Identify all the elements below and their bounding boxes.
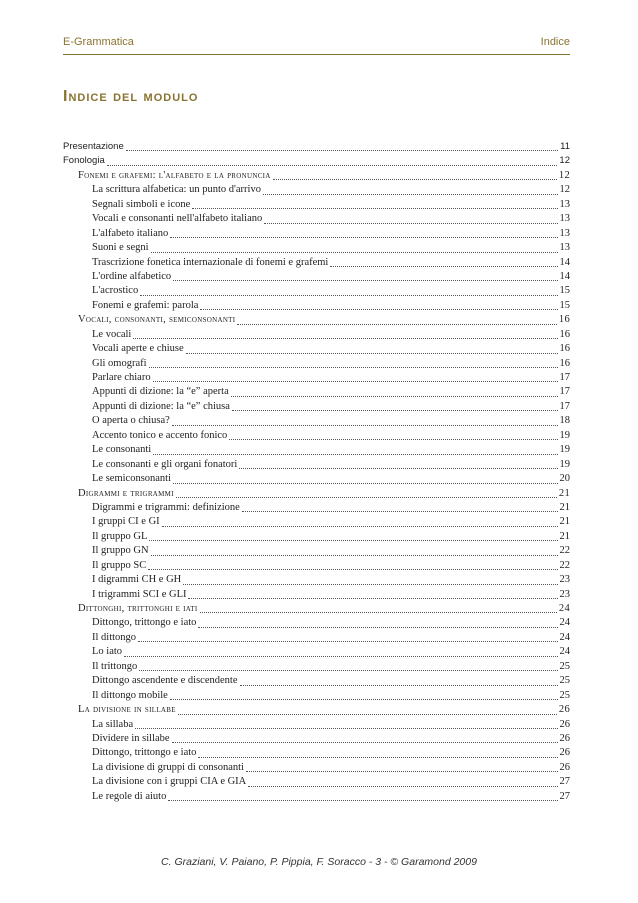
- toc-entry-label: Parlare chiaro: [92, 372, 151, 383]
- toc-entry[interactable]: [63, 559, 570, 573]
- header-divider: [63, 54, 570, 55]
- toc-entry-page-number: 26: [559, 747, 570, 759]
- header-section-name: Indice: [540, 36, 570, 48]
- toc-dot-leader: [140, 295, 557, 296]
- toc-entry[interactable]: [63, 645, 570, 659]
- toc-entry-label: I trigrammi SCI e GLI: [92, 588, 187, 600]
- header-book-title: E-Grammatica: [63, 36, 134, 48]
- toc-entry[interactable]: [63, 602, 570, 616]
- toc-entry[interactable]: [63, 515, 570, 529]
- toc-entry[interactable]: [63, 385, 570, 399]
- toc-dot-leader: [248, 786, 557, 787]
- toc-dot-leader: [153, 454, 557, 455]
- toc-entry-page-number: 16: [558, 314, 570, 326]
- toc-entry-label: Le consonanti e gli organi fonatori: [92, 458, 238, 470]
- toc-entry-page-number: 24: [559, 631, 570, 643]
- toc-entry-label: L'alfabeto italiano: [92, 227, 169, 239]
- toc-dot-leader: [148, 569, 557, 570]
- toc-entry-page-number: 26: [559, 732, 570, 744]
- toc-entry[interactable]: [63, 746, 570, 760]
- toc-entry-label: I digrammi CH e GH: [92, 574, 182, 586]
- toc-dot-leader: [107, 165, 558, 166]
- toc-dot-leader: [200, 612, 557, 613]
- toc-entry-label: Segnali simboli e icone: [92, 198, 191, 210]
- toc-entry-label: I gruppi CI e GI: [92, 516, 160, 528]
- toc-entry[interactable]: [63, 660, 570, 674]
- toc-entry-label: La divisione di gruppi di consonanti: [92, 761, 244, 773]
- toc-entry-label: Dividere in sillabe: [92, 732, 170, 744]
- toc-dot-leader: [135, 728, 557, 729]
- page-title: Indice del modulo: [63, 88, 199, 105]
- toc-entry-label: Presentazione: [63, 141, 124, 152]
- toc-entry-page-number: 17: [559, 400, 570, 412]
- toc-dot-leader: [330, 266, 557, 267]
- toc-entry-label: Fonemi e grafemi: parola: [92, 299, 199, 311]
- toc-entry-page-number: 26: [558, 704, 570, 716]
- toc-entry[interactable]: [63, 588, 570, 602]
- toc-entry-page-number: 21: [559, 530, 570, 542]
- toc-entry-label: Dittongo ascendente e discendente: [92, 675, 238, 687]
- toc-entry-label: Dittongo, trittongo e iato: [92, 747, 197, 759]
- toc-entry-page-number: 27: [559, 790, 570, 802]
- toc-entry-label: Le regole di aiuto: [92, 790, 167, 802]
- toc-entry-label: L'ordine alfabetico: [92, 270, 172, 282]
- toc-entry[interactable]: [63, 761, 570, 775]
- toc-dot-leader: [239, 468, 557, 469]
- toc-entry-label: La scrittura alfabetica: un punto d'arrivo: [92, 184, 261, 196]
- toc-entry[interactable]: [63, 299, 570, 313]
- toc-entry[interactable]: [63, 227, 570, 241]
- toc-entry-label: O aperta o chiusa?: [92, 415, 170, 427]
- toc-dot-leader: [273, 179, 557, 180]
- toc-dot-leader: [198, 757, 557, 758]
- toc-dot-leader: [242, 511, 558, 512]
- toc-entry-label: La divisione con i gruppi CIA e GIA: [92, 776, 247, 788]
- table-of-contents: [63, 140, 570, 804]
- toc-entry[interactable]: [63, 443, 570, 457]
- toc-dot-leader: [138, 641, 557, 642]
- toc-entry-page-number: 21: [558, 487, 570, 499]
- toc-entry-page-number: 25: [559, 675, 570, 687]
- toc-entry-page-number: 13: [559, 227, 570, 239]
- toc-entry-label: Trascrizione fonetica internazionale di fonemi e grafemi: [92, 256, 329, 268]
- toc-entry-page-number: 24: [559, 617, 570, 629]
- toc-entry-label: L'acrostico: [92, 285, 139, 297]
- page-footer: C. Graziani, V. Paiano, P. Pippia, F. Soracco - 3 - © Garamond 2009: [161, 856, 477, 868]
- toc-entry-page-number: 16: [559, 343, 570, 355]
- toc-entry[interactable]: [63, 183, 570, 197]
- toc-entry-label: Vocali e consonanti nell'alfabeto italiano: [92, 213, 263, 225]
- toc-dot-leader: [173, 483, 557, 484]
- toc-entry-page-number: 24: [558, 603, 570, 614]
- toc-entry[interactable]: [63, 328, 570, 342]
- toc-entry[interactable]: [63, 718, 570, 732]
- toc-dot-leader: [178, 714, 557, 715]
- toc-dot-leader: [240, 685, 558, 686]
- toc-entry[interactable]: [63, 573, 570, 587]
- toc-entry-label: Appunti di dizione: la “e” aperta: [92, 386, 229, 398]
- toc-dot-leader: [229, 439, 557, 440]
- toc-entry-page-number: 21: [559, 516, 570, 528]
- toc-entry-page-number: 16: [559, 357, 570, 369]
- toc-entry-page-number: 22: [559, 559, 570, 571]
- toc-dot-leader: [200, 309, 557, 310]
- toc-entry[interactable]: [63, 689, 570, 703]
- toc-entry-page-number: 12: [559, 184, 570, 196]
- toc-dot-leader: [264, 223, 557, 224]
- toc-entry[interactable]: [63, 414, 570, 428]
- toc-entry-page-number: 26: [559, 761, 570, 773]
- toc-dot-leader: [232, 410, 558, 411]
- toc-dot-leader: [153, 381, 558, 382]
- toc-entry-label: Il gruppo GN: [92, 545, 149, 557]
- toc-entry-page-number: 17: [559, 372, 570, 383]
- toc-entry-label: Accento tonico e accento fonico: [92, 429, 228, 441]
- toc-entry-page-number: 19: [559, 458, 570, 470]
- toc-entry[interactable]: [63, 313, 570, 327]
- toc-entry-page-number: 14: [559, 270, 570, 282]
- toc-entry-page-number: 19: [559, 429, 570, 441]
- toc-entry[interactable]: [63, 631, 570, 645]
- toc-entry[interactable]: [63, 458, 570, 472]
- toc-entry-label: Suoni e segni: [92, 242, 149, 254]
- toc-entry[interactable]: [63, 501, 570, 515]
- toc-dot-leader: [183, 584, 557, 585]
- toc-entry-page-number: 15: [559, 285, 570, 297]
- toc-dot-leader: [172, 425, 558, 426]
- toc-entry[interactable]: [63, 212, 570, 226]
- toc-entry-label: Il gruppo SC: [92, 559, 147, 571]
- toc-entry[interactable]: [63, 544, 570, 558]
- toc-entry[interactable]: [63, 429, 570, 443]
- toc-entry[interactable]: [63, 487, 570, 501]
- toc-dot-leader: [170, 237, 557, 238]
- toc-entry[interactable]: [63, 371, 570, 385]
- toc-entry-page-number: 20: [559, 473, 570, 485]
- toc-entry[interactable]: [63, 674, 570, 688]
- toc-entry[interactable]: [63, 198, 570, 212]
- toc-entry-page-number: 16: [559, 328, 570, 340]
- toc-entry-page-number: 25: [559, 660, 570, 672]
- toc-entry[interactable]: [63, 400, 570, 414]
- toc-entry-label: Lo iato: [92, 646, 123, 658]
- toc-entry-page-number: 12: [559, 155, 570, 167]
- toc-entry-label: Il trittongo: [92, 660, 138, 672]
- toc-dot-leader: [246, 771, 558, 772]
- toc-entry-label: La divisione in sillabe: [78, 704, 176, 716]
- toc-dot-leader: [151, 252, 558, 253]
- toc-entry-page-number: 12: [558, 169, 570, 181]
- toc-entry[interactable]: [63, 140, 570, 154]
- toc-entry-label: Vocali aperte e chiuse: [92, 343, 184, 355]
- toc-dot-leader: [188, 598, 557, 599]
- toc-entry-page-number: 22: [559, 545, 570, 557]
- toc-entry-label: Il dittongo mobile: [92, 689, 168, 701]
- toc-entry-page-number: 25: [559, 689, 570, 701]
- toc-dot-leader: [162, 526, 558, 527]
- toc-dot-leader: [126, 150, 558, 151]
- toc-entry-page-number: 19: [559, 444, 570, 456]
- toc-entry-label: Fonemi e grafemi: l'alfabeto e la pronuncia: [78, 169, 271, 181]
- toc-entry-label: Gli omografi: [92, 357, 147, 369]
- toc-entry[interactable]: [63, 256, 570, 270]
- toc-dot-leader: [186, 353, 558, 354]
- toc-entry[interactable]: [63, 342, 570, 356]
- toc-dot-leader: [151, 555, 558, 556]
- toc-entry-label: Vocali, consonanti, semiconsonanti: [78, 314, 236, 326]
- toc-dot-leader: [149, 367, 558, 368]
- toc-entry-page-number: 13: [559, 242, 570, 254]
- toc-entry[interactable]: [63, 616, 570, 630]
- toc-entry[interactable]: [63, 732, 570, 746]
- toc-entry-page-number: 18: [559, 415, 570, 427]
- toc-entry-label: Appunti di dizione: la “e” chiusa: [92, 400, 230, 412]
- toc-dot-leader: [237, 324, 556, 325]
- toc-entry[interactable]: [63, 703, 570, 717]
- toc-dot-leader: [168, 800, 557, 801]
- toc-dot-leader: [176, 497, 557, 498]
- toc-dot-leader: [170, 699, 558, 700]
- toc-entry-label: Digrammi e trigrammi: definizione: [92, 501, 240, 513]
- toc-entry-page-number: 13: [559, 213, 570, 225]
- page-header: [63, 36, 570, 48]
- toc-entry[interactable]: [63, 241, 570, 255]
- toc-entry-label: La sillaba: [92, 718, 134, 730]
- toc-entry-page-number: 23: [559, 588, 570, 600]
- toc-entry-page-number: 26: [559, 718, 570, 730]
- toc-entry-label: Il dittongo: [92, 631, 137, 643]
- toc-entry-page-number: 15: [559, 299, 570, 311]
- toc-entry-page-number: 24: [559, 646, 570, 658]
- toc-dot-leader: [149, 540, 557, 541]
- toc-entry-page-number: 21: [559, 501, 570, 513]
- toc-entry-label: Fonologia: [63, 155, 105, 167]
- toc-entry-label: Dittongo, trittongo e iato: [92, 617, 197, 629]
- toc-entry-label: Dittonghi, trittonghi e iati: [78, 603, 198, 614]
- toc-dot-leader: [173, 280, 557, 281]
- toc-entry-page-number: 14: [559, 256, 570, 268]
- toc-dot-leader: [139, 670, 557, 671]
- toc-entry-page-number: 11: [560, 141, 570, 152]
- toc-dot-leader: [192, 208, 557, 209]
- toc-entry-label: Digrammi e trigrammi: [78, 487, 174, 499]
- toc-entry[interactable]: [63, 154, 570, 168]
- toc-entry[interactable]: [63, 270, 570, 284]
- toc-entry-page-number: 13: [559, 198, 570, 210]
- toc-dot-leader: [231, 396, 558, 397]
- toc-entry[interactable]: [63, 775, 570, 789]
- toc-entry[interactable]: [63, 530, 570, 544]
- toc-dot-leader: [263, 194, 558, 195]
- toc-entry-page-number: 27: [559, 776, 570, 788]
- toc-entry-label: Il gruppo GL: [92, 530, 148, 542]
- toc-entry[interactable]: [63, 790, 570, 804]
- toc-dot-leader: [124, 656, 557, 657]
- toc-dot-leader: [172, 742, 558, 743]
- toc-entry[interactable]: [63, 357, 570, 371]
- toc-entry-label: Le semiconsonanti: [92, 473, 172, 485]
- toc-entry[interactable]: [63, 169, 570, 183]
- toc-entry-label: Le vocali: [92, 328, 132, 340]
- toc-dot-leader: [198, 627, 557, 628]
- toc-entry-page-number: 23: [559, 574, 570, 586]
- toc-entry[interactable]: [63, 472, 570, 486]
- toc-entry[interactable]: [63, 284, 570, 298]
- toc-entry-label: Le consonanti: [92, 444, 152, 456]
- toc-dot-leader: [133, 338, 557, 339]
- toc-entry-page-number: 17: [559, 386, 570, 398]
